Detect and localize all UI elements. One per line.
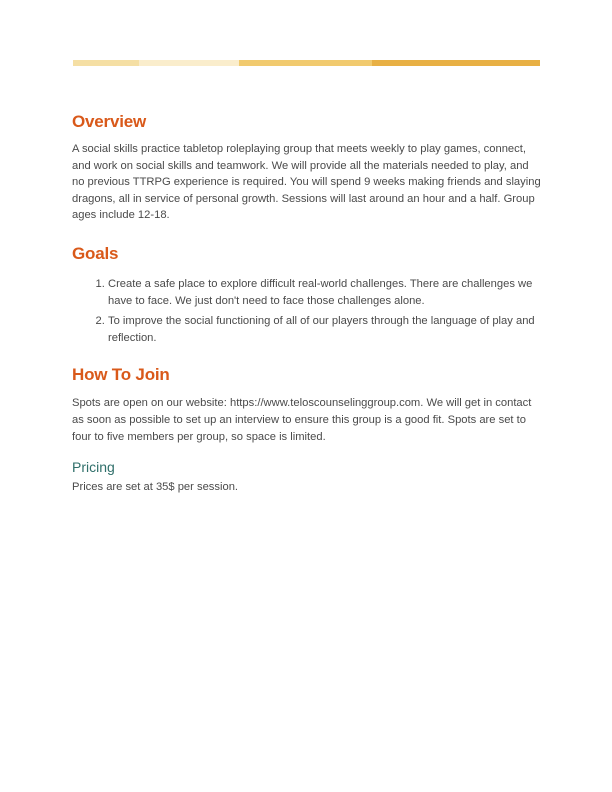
decorative-top-bar: [73, 60, 540, 66]
overview-heading: Overview: [72, 112, 147, 131]
pricing-text: Prices are set at 35$ per session.: [72, 481, 239, 494]
top-bar-segment: [239, 60, 372, 66]
how-to-join-section: [72, 365, 542, 445]
goals-heading: Goals: [72, 243, 119, 263]
pricing-section: [72, 459, 542, 496]
goals-list-item: 1. Create a safe place to explore difficult real-world challenges. There are challenges we have to face. We just don't need to face those challenges alone.: [108, 276, 542, 309]
goals-list-item: 2. To improve the social functioning of all of our players through the language of play and reflection.: [108, 313, 542, 346]
how-to-join-heading: How To Join: [72, 365, 170, 385]
overview-text: A social skills practice tabletop roleplaying group that meets weekly to play games, connect, and work on social skills and teamwork. We will provide all the materials needed to play, and no previous TTRPG experience is required. You will spend 9 weeks making friends and slaying dragons, all in service of personal growth. Sessions will last around an hour and a half. Group ages include 12-18.: [72, 143, 541, 222]
document-body: [72, 112, 542, 496]
top-bar-segment: [139, 60, 239, 66]
top-bar-segment: [372, 60, 540, 66]
top-bar-segment: [73, 60, 139, 66]
how-to-join-text: Spots are open on our website: https://www.teloscounselinggroup.com. We will get in contact as soon as possible to set up an interview to ensure this group is a good fit. Spots are set to four to five members per group, so space is limited.: [72, 397, 532, 443]
overview-section: [72, 112, 542, 224]
goals-section: [72, 244, 542, 346]
pricing-heading: Pricing: [72, 459, 115, 476]
goals-list: [72, 276, 542, 346]
